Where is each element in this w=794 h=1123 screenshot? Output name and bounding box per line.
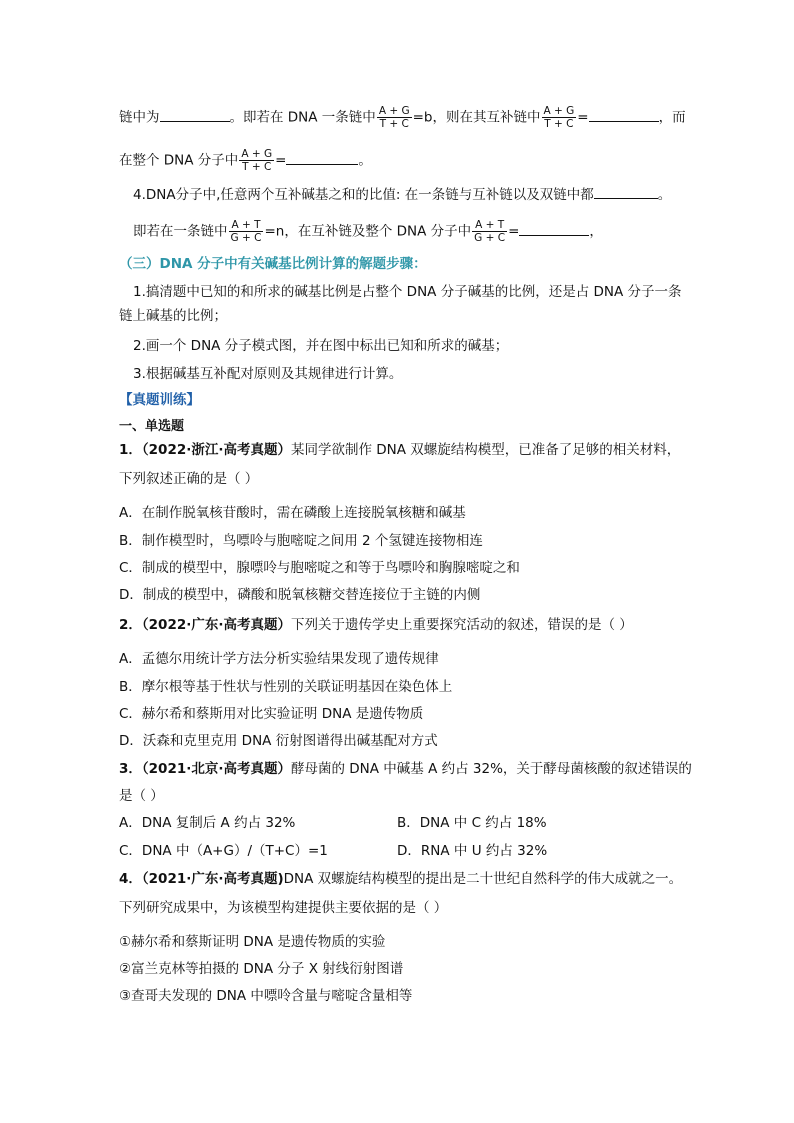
- formula-line-1: [119, 105, 686, 130]
- q1-option-d[interactable]: D．制成的模型中，磷酸和脱氧核糖交替连接位于主链的内侧: [119, 587, 481, 603]
- answer-blank[interactable]: [160, 107, 230, 122]
- equals: =: [275, 152, 287, 169]
- fraction-at-gc: $\frac{A + T}{G + C}$: [474, 219, 506, 244]
- question-source: （2021·广东·高考真题): [141, 871, 284, 887]
- text: 。即若在 DNA 一条链中: [229, 109, 376, 126]
- step-2: 2.画一个 DNA 分子模式图，并在图中标出已知和所求的碱基；: [133, 338, 509, 354]
- q2-option-b[interactable]: B．摩尔根等基于性状与性别的关联证明基因在染色体上: [119, 679, 453, 695]
- text: 即若在一条链中: [133, 223, 228, 240]
- fraction-ag-tc: $\frac{A + G}{T + C}$: [241, 148, 273, 173]
- question-3-stem-cont: 是（ ）: [119, 788, 164, 804]
- question-source: （2022·广东·高考真题）: [141, 617, 291, 633]
- question-stem: 酵母菌的 DNA 中碱基 A 约占 32%，关于酵母菌核酸的叙述错误的: [291, 761, 692, 777]
- q4-item-2: ②富兰克林等拍摄的 DNA 分子 X 射线衍射图谱: [119, 961, 404, 977]
- question-number: 2．: [119, 617, 142, 633]
- step-3: 3.根据碱基互补配对原则及其规律进行计算。: [133, 366, 403, 382]
- text: 在整个 DNA 分子中: [119, 152, 239, 169]
- text: =n，在互补链及整个 DNA 分子中: [264, 223, 472, 240]
- question-1: [119, 440, 680, 460]
- formula-line-2: [119, 148, 372, 173]
- text: ，而: [658, 109, 686, 126]
- question-stem: DNA 双螺旋结构模型的提出是二十世纪自然科学的伟大成就之一。: [283, 871, 683, 887]
- question-stem: 下列关于遗传学史上重要探究活动的叙述，错误的是（ ）: [291, 617, 633, 633]
- q4-item-1: ①赫尔希和蔡斯证明 DNA 是遗传物质的实验: [119, 934, 386, 950]
- question-source: （2021·北京·高考真题）: [141, 761, 291, 777]
- q2-option-a[interactable]: A．孟德尔用统计学方法分析实验结果发现了遗传规律: [119, 651, 439, 667]
- training-header: 【真题训练】: [119, 392, 200, 408]
- answer-blank[interactable]: [286, 150, 358, 165]
- question-number: 3．: [119, 761, 142, 777]
- text: =b，则在其互补链中: [412, 109, 541, 126]
- question-2: [119, 615, 633, 635]
- question-4-stem-cont: 下列研究成果中，为该模型构建提供主要依据的是（ ）: [119, 900, 448, 916]
- step-1-cont: 链上碱基的比例；: [119, 308, 227, 324]
- point-4: [133, 184, 671, 205]
- q3-option-d[interactable]: D．RNA 中 U 约占 32%: [397, 843, 548, 859]
- fraction-ag-tc: $\frac{A + G}{T + C}$: [543, 105, 575, 130]
- q4-item-3: ③查哥夫发现的 DNA 中嘌呤含量与嘧啶含量相等: [119, 988, 413, 1004]
- text: 链中为: [119, 109, 160, 126]
- answer-blank[interactable]: [594, 184, 658, 199]
- step-1: 1.搞清题中已知的和所求的碱基比例是占整个 DNA 分子碱基的比例，还是占 DNA 分子一条: [133, 284, 682, 300]
- steps-title: （三）DNA 分子中有关碱基比例计算的解题步骤：: [119, 256, 427, 272]
- text: 。: [358, 152, 372, 169]
- question-number: 4．: [119, 871, 142, 887]
- q2-option-d[interactable]: D．沃森和克里克用 DNA 衍射图谱得出碱基配对方式: [119, 733, 438, 749]
- text: ，: [589, 223, 603, 240]
- q1-option-b[interactable]: B．制作模型时，鸟嘌呤与胞嘧啶之间用 2 个氢键连接物相连: [119, 533, 483, 549]
- section-title: 一、单选题: [119, 419, 185, 434]
- q3-option-c[interactable]: C．DNA 中（A+G）/（T+C）=1: [119, 843, 328, 859]
- formula-line-4: [133, 219, 603, 244]
- question-4: [119, 869, 682, 889]
- q2-option-c[interactable]: C．赫尔希和蔡斯用对比实验证明 DNA 是遗传物质: [119, 706, 424, 722]
- question-number: 1．: [119, 442, 142, 458]
- equals: =: [508, 223, 520, 240]
- q1-option-a[interactable]: A．在制作脱氧核苷酸时，需在磷酸上连接脱氧核糖和碱基: [119, 505, 466, 521]
- equals: =: [577, 109, 589, 126]
- fraction-ag-tc: $\frac{A + G}{T + C}$: [378, 105, 410, 130]
- question-stem: 某同学欲制作 DNA 双螺旋结构模型，已准备了足够的相关材料，: [291, 442, 681, 458]
- answer-blank[interactable]: [519, 221, 589, 236]
- question-3: [119, 759, 692, 779]
- question-source: （2022·浙江·高考真题）: [141, 442, 291, 458]
- question-1-stem-cont: 下列叙述正确的是（ ）: [119, 471, 259, 487]
- q3-option-a[interactable]: A．DNA 复制后 A 约占 32%: [119, 815, 296, 831]
- answer-blank[interactable]: [589, 107, 659, 122]
- text: 。: [657, 187, 672, 203]
- q3-option-b[interactable]: B．DNA 中 C 约占 18%: [397, 815, 547, 831]
- fraction-at-gc: $\frac{A + T}{G + C}$: [230, 219, 262, 244]
- text: 4.DNA分子中,任意两个互补碱基之和的比值: 在一条链与互补链以及双链中都: [133, 187, 594, 203]
- q1-option-c[interactable]: C．制成的模型中，腺嘌呤与胞嘧啶之和等于鸟嘌呤和胸腺嘧啶之和: [119, 560, 520, 576]
